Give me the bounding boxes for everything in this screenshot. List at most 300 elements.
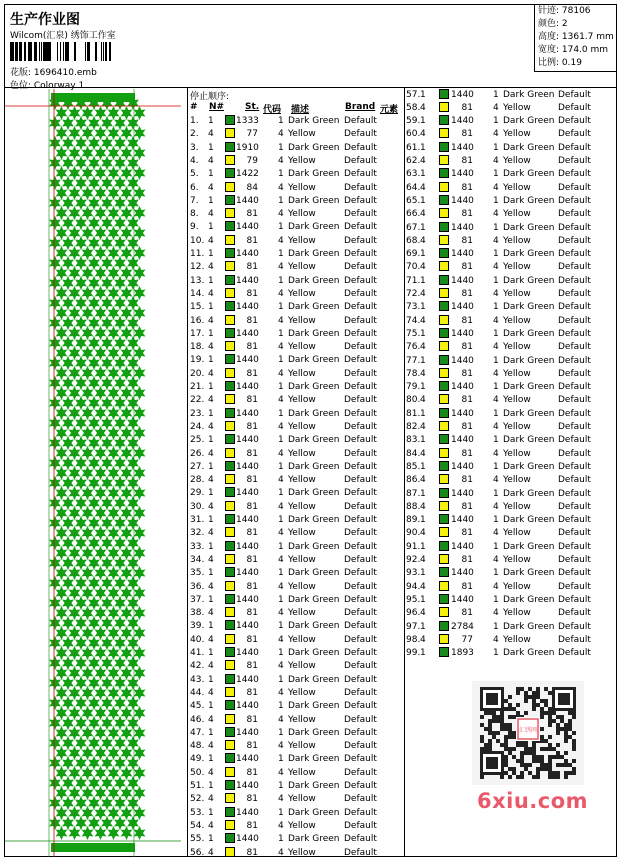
row-desc: Dark Green xyxy=(288,541,340,552)
table-row xyxy=(189,142,403,155)
row-nb: 1 xyxy=(208,781,214,791)
row-code: 1 xyxy=(278,834,284,845)
row-num: 2. xyxy=(190,129,199,140)
row-nb: 4 xyxy=(420,315,426,326)
row-code: 4 xyxy=(493,129,499,140)
row-nb: 4 xyxy=(420,555,426,565)
color-swatch xyxy=(225,833,235,843)
row-num: 94. xyxy=(406,581,421,592)
table-row xyxy=(189,727,403,740)
row-desc: Yellow xyxy=(288,262,316,273)
row-desc: Dark Green xyxy=(503,568,555,579)
row-code: 4 xyxy=(278,634,284,645)
table-row xyxy=(405,554,619,567)
row-brand: Default xyxy=(344,448,377,459)
row-nb: 4 xyxy=(208,794,214,805)
row-code: 4 xyxy=(278,209,284,220)
row-brand: Default xyxy=(558,515,591,526)
row-nb: 4 xyxy=(420,501,426,512)
row-code: 4 xyxy=(493,608,499,619)
color-swatch xyxy=(225,288,235,298)
row-desc: Dark Green xyxy=(288,648,340,658)
row-desc: Dark Green xyxy=(503,195,555,206)
row-desc: Yellow xyxy=(503,528,531,539)
row-desc: Dark Green xyxy=(288,754,340,765)
row-brand: Default xyxy=(344,727,377,738)
row-nb: 4 xyxy=(420,368,426,379)
row-brand: Default xyxy=(344,355,377,366)
table-row xyxy=(405,461,619,474)
row-code: 4 xyxy=(278,687,284,698)
row-desc: Dark Green xyxy=(288,195,340,206)
band-bottom xyxy=(51,843,135,852)
row-code: 4 xyxy=(278,262,284,273)
row-nb: 1 xyxy=(208,142,214,153)
row-num: 8. xyxy=(190,209,199,220)
row-stitches: 81 xyxy=(246,820,258,831)
row-stitches: 1440 xyxy=(236,701,259,712)
row-stitches: 1440 xyxy=(236,382,259,392)
row-desc: Dark Green xyxy=(503,648,555,659)
table-row xyxy=(405,301,619,314)
color-swatch xyxy=(225,634,235,644)
row-code: 1 xyxy=(278,621,284,632)
color-swatch xyxy=(439,567,449,577)
row-desc: Dark Green xyxy=(288,674,340,685)
row-brand: Default xyxy=(344,488,377,499)
row-num: 29. xyxy=(190,488,205,499)
color-swatch xyxy=(439,248,449,258)
row-num: 98. xyxy=(406,634,421,645)
row-stitches: 1440 xyxy=(451,169,474,180)
row-nb: 4 xyxy=(208,714,214,725)
row-desc: Yellow xyxy=(503,235,531,246)
color-swatch xyxy=(225,714,235,724)
table-row xyxy=(189,328,403,341)
row-brand: Default xyxy=(558,461,591,472)
row-nb: 4 xyxy=(420,634,426,645)
color-swatch xyxy=(225,660,235,670)
row-num: 16. xyxy=(190,315,205,326)
row-stitches: 81 xyxy=(246,554,258,565)
color-swatch xyxy=(225,687,235,697)
row-desc: Yellow xyxy=(288,581,316,592)
row-num: 84. xyxy=(406,448,421,459)
row-desc: Dark Green xyxy=(503,89,555,100)
row-nb: 1 xyxy=(208,807,214,818)
row-desc: Yellow xyxy=(288,794,316,805)
table-row xyxy=(189,674,403,687)
row-brand: Default xyxy=(344,674,377,685)
row-code: 1 xyxy=(278,249,284,259)
row-num: 49. xyxy=(190,754,205,765)
row-brand: Default xyxy=(344,262,377,273)
color-swatch xyxy=(225,620,235,630)
row-num: 33. xyxy=(190,541,205,552)
color-swatch xyxy=(225,527,235,537)
row-desc: Dark Green xyxy=(503,515,555,526)
color-swatch xyxy=(225,554,235,564)
table-row xyxy=(189,687,403,700)
row-brand: Default xyxy=(344,328,377,339)
row-desc: Yellow xyxy=(503,581,531,592)
row-desc: Dark Green xyxy=(288,515,340,525)
row-stitches: 1440 xyxy=(236,515,259,525)
color-swatch xyxy=(439,261,449,271)
color-swatch xyxy=(225,767,235,777)
row-brand: Default xyxy=(558,102,591,113)
color-swatch xyxy=(225,155,235,165)
row-desc: Yellow xyxy=(288,634,316,645)
row-stitches: 1440 xyxy=(451,594,474,605)
color-swatch xyxy=(225,700,235,710)
row-nb: 4 xyxy=(208,235,214,246)
table-row xyxy=(189,448,403,461)
color-swatch xyxy=(225,674,235,684)
table-row xyxy=(189,208,403,221)
row-code: 1 xyxy=(493,249,499,260)
row-desc: Dark Green xyxy=(288,275,340,286)
row-num: 24. xyxy=(190,421,205,432)
row-brand: Default xyxy=(558,475,591,486)
row-nb: 4 xyxy=(420,395,426,406)
table-row xyxy=(189,833,403,846)
color-swatch xyxy=(439,607,449,617)
row-code: 1 xyxy=(493,116,499,127)
color-swatch xyxy=(225,208,235,218)
row-num: 99. xyxy=(406,648,421,659)
row-stitches: 1440 xyxy=(236,488,259,499)
row-nb: 4 xyxy=(420,581,426,592)
table-row xyxy=(189,128,403,141)
row-num: 42. xyxy=(190,661,205,672)
row-code: 4 xyxy=(278,608,284,619)
row-num: 66. xyxy=(406,209,421,220)
row-num: 61. xyxy=(406,142,421,153)
row-num: 82. xyxy=(406,422,421,432)
color-swatch xyxy=(225,434,235,444)
row-stitches: 81 xyxy=(246,315,258,326)
row-brand: Default xyxy=(558,222,591,233)
color-swatch xyxy=(225,807,235,817)
row-brand: Default xyxy=(558,116,591,127)
table-row xyxy=(189,275,403,288)
col-nb: N# xyxy=(209,102,225,112)
row-stitches: 1440 xyxy=(451,568,474,579)
row-brand: Default xyxy=(558,541,591,552)
table-row xyxy=(405,275,619,288)
row-num: 97. xyxy=(406,621,421,632)
row-desc: Yellow xyxy=(288,421,316,432)
row-num: 58. xyxy=(406,102,421,113)
row-desc: Yellow xyxy=(503,129,531,140)
row-brand: Default xyxy=(344,847,377,858)
row-num: 14. xyxy=(190,288,205,299)
row-stitches: 1440 xyxy=(236,408,259,419)
row-code: 4 xyxy=(278,554,284,565)
row-stitches: 1440 xyxy=(236,781,259,791)
row-num: 80. xyxy=(406,395,421,406)
color-swatch xyxy=(439,195,449,205)
row-num: 23. xyxy=(190,408,205,419)
row-brand: Default xyxy=(558,395,591,406)
row-nb: 1 xyxy=(420,116,426,127)
row-brand: Default xyxy=(558,648,591,659)
color-swatch xyxy=(225,115,235,125)
row-brand: Default xyxy=(344,554,377,565)
row-code: 4 xyxy=(278,395,284,406)
row-brand: Default xyxy=(558,581,591,592)
row-nb: 1 xyxy=(208,621,214,632)
row-nb: 1 xyxy=(208,541,214,552)
col-num: # xyxy=(190,102,198,112)
row-brand: Default xyxy=(344,382,377,392)
color-swatch xyxy=(439,355,449,365)
row-code: 4 xyxy=(278,767,284,778)
row-num: 9. xyxy=(190,222,199,233)
color-swatch xyxy=(225,461,235,471)
row-nb: 4 xyxy=(208,581,214,592)
row-code: 1 xyxy=(278,275,284,286)
row-brand: Default xyxy=(558,169,591,180)
colorway: 色位: Colorway 1 xyxy=(10,81,85,91)
row-num: 70. xyxy=(406,262,421,273)
table-row xyxy=(405,488,619,501)
table-row xyxy=(189,753,403,766)
row-num: 73. xyxy=(406,302,421,313)
row-nb: 1 xyxy=(208,355,214,366)
row-stitches: 1440 xyxy=(451,142,474,153)
row-brand: Default xyxy=(344,621,377,632)
row-num: 90. xyxy=(406,528,421,539)
row-desc: Dark Green xyxy=(288,807,340,818)
row-nb: 4 xyxy=(420,448,426,459)
row-brand: Default xyxy=(344,794,377,805)
row-desc: Yellow xyxy=(503,289,531,299)
divider-left xyxy=(187,88,188,857)
row-num: 50. xyxy=(190,767,205,778)
row-stitches: 81 xyxy=(246,794,258,805)
design-file: 花版: 1696410.emb xyxy=(10,68,97,78)
row-stitches: 81 xyxy=(461,129,473,140)
color-swatch xyxy=(225,448,235,458)
row-num: 59. xyxy=(406,116,421,127)
band-top xyxy=(51,93,135,102)
table-row xyxy=(189,168,403,181)
color-swatch xyxy=(439,594,449,604)
row-num: 86. xyxy=(406,475,421,486)
color-swatch xyxy=(225,354,235,364)
row-num: 36. xyxy=(190,581,205,592)
color-swatch xyxy=(439,341,449,351)
row-stitches: 81 xyxy=(461,528,473,539)
row-num: 15. xyxy=(190,302,205,313)
table-row xyxy=(189,461,403,474)
row-num: 81. xyxy=(406,408,421,419)
row-stitches: 84 xyxy=(246,182,258,193)
color-swatch xyxy=(225,487,235,497)
row-nb: 1 xyxy=(208,328,214,339)
color-swatch xyxy=(225,567,235,577)
row-code: 4 xyxy=(278,342,284,353)
row-stitches: 1440 xyxy=(236,355,259,366)
row-stitches: 81 xyxy=(246,368,258,379)
row-desc: Yellow xyxy=(288,820,316,831)
row-desc: Yellow xyxy=(288,155,316,166)
color-swatch xyxy=(439,647,449,657)
row-nb: 4 xyxy=(208,209,214,220)
row-code: 1 xyxy=(493,408,499,419)
color-swatch xyxy=(439,527,449,537)
row-nb: 1 xyxy=(420,275,426,286)
row-nb: 4 xyxy=(420,342,426,353)
row-stitches: 81 xyxy=(246,661,258,672)
row-stitches: 1910 xyxy=(236,142,259,153)
row-code: 4 xyxy=(278,235,284,246)
table-row xyxy=(189,301,403,314)
row-code: 4 xyxy=(278,741,284,752)
row-brand: Default xyxy=(344,302,377,313)
color-swatch xyxy=(439,634,449,644)
row-num: 37. xyxy=(190,594,205,605)
table-row xyxy=(405,448,619,461)
row-code: 1 xyxy=(278,515,284,525)
row-desc: Yellow xyxy=(288,342,316,353)
row-num: 93. xyxy=(406,568,421,579)
color-swatch xyxy=(225,142,235,152)
row-num: 55. xyxy=(190,834,205,845)
row-nb: 1 xyxy=(420,328,426,339)
table-row xyxy=(189,847,403,860)
row-brand: Default xyxy=(344,528,377,539)
table-row xyxy=(189,594,403,607)
row-brand: Default xyxy=(558,156,591,166)
row-brand: Default xyxy=(558,355,591,366)
row-num: 85. xyxy=(406,461,421,472)
table-row xyxy=(405,208,619,221)
table-row xyxy=(405,607,619,620)
row-nb: 4 xyxy=(208,767,214,778)
table-row xyxy=(405,581,619,594)
color-swatch xyxy=(439,581,449,591)
row-brand: Default xyxy=(344,608,377,619)
table-row xyxy=(189,647,403,660)
row-num: 53. xyxy=(190,807,205,818)
row-stitches: 1440 xyxy=(451,541,474,552)
row-desc: Dark Green xyxy=(503,355,555,366)
color-swatch xyxy=(225,514,235,524)
row-code: 4 xyxy=(278,288,284,299)
row-num: 19. xyxy=(190,355,205,366)
row-brand: Default xyxy=(558,142,591,153)
row-nb: 1 xyxy=(208,648,214,658)
row-stitches: 81 xyxy=(246,634,258,645)
color-swatch xyxy=(225,275,235,285)
table-row xyxy=(189,541,403,554)
row-nb: 4 xyxy=(420,475,426,486)
row-code: 4 xyxy=(278,368,284,379)
row-stitches: 81 xyxy=(246,475,258,486)
row-stitches: 1440 xyxy=(451,382,474,393)
table-row xyxy=(405,514,619,527)
row-nb: 1 xyxy=(420,302,426,313)
color-swatch xyxy=(439,89,449,99)
color-swatch xyxy=(225,474,235,484)
table-row xyxy=(189,567,403,580)
color-swatch xyxy=(439,128,449,138)
row-stitches: 1440 xyxy=(236,195,259,206)
row-num: 41. xyxy=(190,648,205,658)
row-nb: 1 xyxy=(420,222,426,233)
row-num: 88. xyxy=(406,501,421,512)
row-stitches: 1440 xyxy=(236,222,259,233)
col-st: St. xyxy=(245,102,260,112)
row-nb: 1 xyxy=(208,754,214,765)
row-stitches: 81 xyxy=(461,475,473,486)
row-num: 38. xyxy=(190,608,205,619)
color-swatch xyxy=(439,235,449,245)
color-swatch xyxy=(225,261,235,271)
row-stitches: 1440 xyxy=(236,594,259,605)
color-swatch xyxy=(439,514,449,524)
row-stitches: 81 xyxy=(246,714,258,725)
row-desc: Yellow xyxy=(503,448,531,459)
table-row xyxy=(189,527,403,540)
row-stitches: 1440 xyxy=(236,568,259,579)
table-row xyxy=(405,394,619,407)
row-stitches: 81 xyxy=(246,262,258,273)
row-nb: 1 xyxy=(208,834,214,845)
row-brand: Default xyxy=(344,820,377,831)
row-code: 1 xyxy=(493,461,499,472)
row-desc: Yellow xyxy=(503,395,531,406)
row-brand: Default xyxy=(344,767,377,778)
color-swatch xyxy=(439,208,449,218)
color-swatch xyxy=(439,275,449,285)
row-brand: Default xyxy=(344,129,377,140)
row-num: 4. xyxy=(190,155,199,166)
row-stitches: 1893 xyxy=(451,648,474,659)
row-num: 62. xyxy=(406,156,421,166)
row-brand: Default xyxy=(558,634,591,645)
row-code: 4 xyxy=(278,475,284,486)
table-row xyxy=(405,222,619,235)
row-stitches: 81 xyxy=(461,315,473,326)
row-stitches: 81 xyxy=(461,608,473,619)
row-num: 76. xyxy=(406,342,421,353)
table-row xyxy=(189,381,403,394)
color-swatch xyxy=(225,168,235,178)
row-code: 4 xyxy=(278,129,284,140)
row-code: 1 xyxy=(278,594,284,605)
row-nb: 1 xyxy=(420,169,426,180)
color-swatch xyxy=(439,381,449,391)
row-brand: Default xyxy=(558,315,591,326)
row-nb: 1 xyxy=(208,116,214,126)
color-swatch xyxy=(439,155,449,165)
row-nb: 1 xyxy=(208,515,214,525)
row-code: 4 xyxy=(493,501,499,512)
row-code: 1 xyxy=(278,355,284,366)
row-nb: 4 xyxy=(208,475,214,486)
color-swatch xyxy=(225,315,235,325)
row-brand: Default xyxy=(558,528,591,539)
table-row xyxy=(405,182,619,195)
row-nb: 4 xyxy=(420,209,426,220)
row-nb: 1 xyxy=(208,435,214,446)
table-row xyxy=(405,328,619,341)
row-desc: Yellow xyxy=(503,209,531,220)
